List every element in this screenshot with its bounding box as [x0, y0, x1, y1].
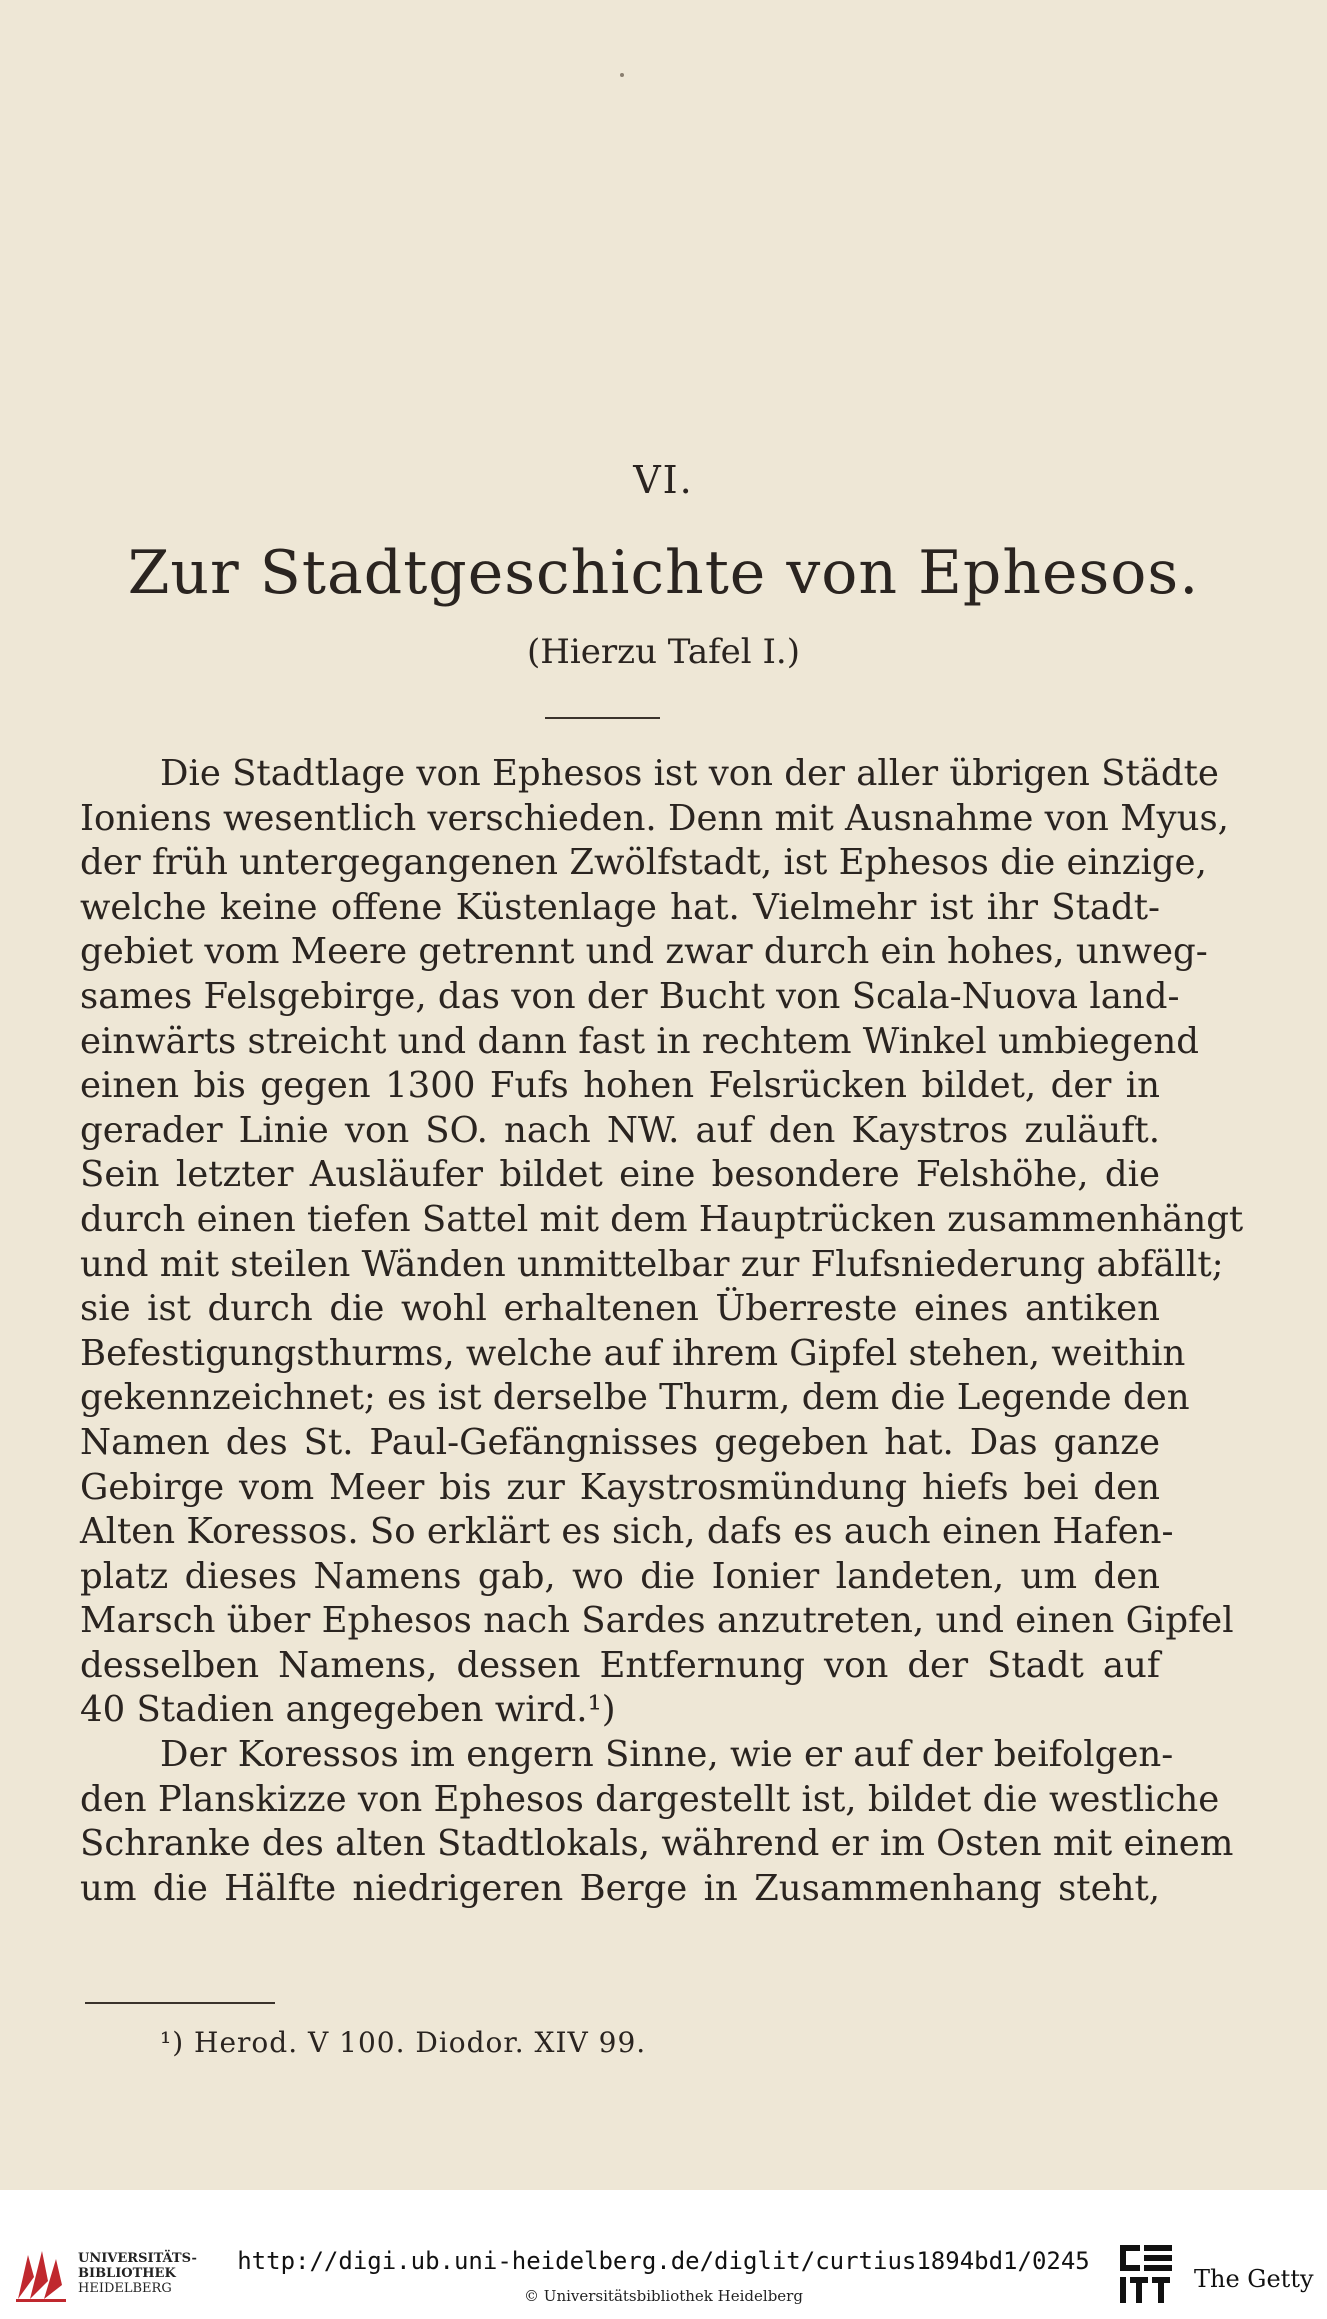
- text-line: der früh untergegangenen Zwölfstadt, ist Ephesos die einzige,: [80, 842, 1207, 884]
- text-line: durch einen tiefen Sattel mit dem Hauptrücken zusammenhängt: [80, 1198, 1244, 1240]
- text-line: Schranke des alten Stadtlokals, während er im Osten mit einem: [80, 1823, 1234, 1865]
- title-divider: [545, 717, 660, 719]
- chapter-title: Zur Stadtgeschichte von Ephesos.: [127, 538, 1200, 608]
- text-line: 40 Stadien angegeben wird.¹): [80, 1689, 616, 1731]
- text-line: sie ist durch die wohl erhaltenen Überreste eines antiken: [80, 1288, 1160, 1330]
- text-line: den Planskizze von Ephesos dargestellt ist, bildet die westliche: [80, 1778, 1220, 1820]
- library-name-line: UNIVERSITÄTS-: [78, 2251, 197, 2266]
- body-text: [80, 752, 1244, 1911]
- library-name-line: HEIDELBERG: [78, 2281, 172, 2296]
- copyright-notice: © Universitätsbibliothek Heidelberg: [524, 2287, 803, 2305]
- text-line: einen bis gegen 1300 Fufs hohen Felsrücken bildet, der in: [80, 1065, 1160, 1107]
- text-line: platz dieses Namens gab, wo die Ionier landeten, um den: [80, 1555, 1160, 1597]
- speck: [620, 73, 624, 77]
- footnote-divider: [85, 2002, 275, 2004]
- text-line: Namen des St. Paul-Gefängnisses gegeben hat. Das ganze: [80, 1421, 1160, 1463]
- text-line: sames Felsgebirge, das von der Bucht von Scala-Nuova land-: [80, 975, 1180, 1017]
- library-name-line: BIBLIOTHEK: [78, 2266, 176, 2281]
- permalink-url[interactable]: http://digi.ub.uni-heidelberg.de/diglit/curtius1894bd1/0245: [237, 2247, 1090, 2275]
- text-line: desselben Namens, dessen Entfernung von der Stadt auf: [80, 1644, 1160, 1686]
- chapter-subtitle: (Hierzu Tafel I.): [527, 632, 800, 672]
- partner-name: The Getty: [1194, 2265, 1314, 2293]
- text-line: Gebirge vom Meer bis zur Kaystrosmündung hiefs bei den: [80, 1466, 1160, 1508]
- text-line: einwärts streicht und dann fast in rechtem Winkel umbiegend: [80, 1020, 1199, 1062]
- text-line: Ioniens wesentlich verschieden. Denn mit Ausnahme von Myus,: [80, 797, 1229, 839]
- text-line: Sein letzter Ausläufer bildet eine besondere Felshöhe, die: [80, 1154, 1160, 1196]
- text-line: Alten Koressos. So erklärt es sich, dafs es auch einen Hafen-: [80, 1511, 1174, 1553]
- text-line: gerader Linie von SO. nach NW. auf den Kaystros zuläuft.: [80, 1109, 1160, 1151]
- text-line: gebiet vom Meere getrennt und zwar durch ein hohes, unweg-: [80, 931, 1208, 973]
- text-line: und mit steilen Wänden unmittelbar zur Flufsniederung abfällt;: [80, 1243, 1224, 1285]
- text-line: welche keine offene Küstenlage hat. Vielmehr ist ihr Stadt-: [80, 886, 1160, 928]
- text-line: Befestigungsthurms, welche auf ihrem Gipfel stehen, weithin: [80, 1332, 1186, 1374]
- footnote: ¹) Herod. V 100. Diodor. XIV 99.: [160, 2026, 647, 2059]
- text-line: Der Koressos im engern Sinne, wie er auf der beifolgen-: [160, 1734, 1174, 1776]
- chapter-number: VI.: [633, 458, 694, 502]
- text-line: gekennzeichnet; es ist derselbe Thurm, dem die Legende den: [80, 1377, 1190, 1419]
- getty-logo-icon: [1118, 2243, 1174, 2305]
- text-line: Die Stadtlage von Ephesos ist von der aller übrigen Städte: [160, 753, 1219, 794]
- text-line: um die Hälfte niedrigeren Berge in Zusammenhang steht,: [80, 1867, 1160, 1909]
- text-line: Marsch über Ephesos nach Sardes anzutreten, und einen Gipfel: [80, 1600, 1234, 1642]
